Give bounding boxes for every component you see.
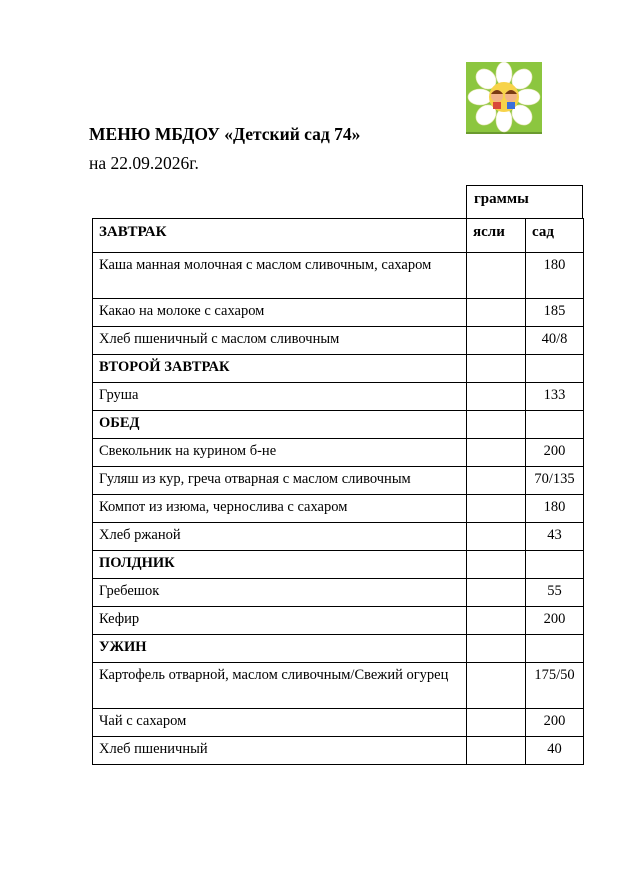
page-title: МЕНЮ МБДОУ «Детский сад 74»	[89, 124, 361, 144]
table-row	[93, 663, 584, 709]
nursery-amount	[467, 467, 526, 495]
garden-amount: 180	[526, 495, 584, 523]
nursery-amount	[467, 383, 526, 411]
garden-amount	[526, 355, 584, 383]
dish-name: Свекольник на курином б-не	[93, 439, 467, 467]
nursery-amount	[467, 635, 526, 663]
table-row	[93, 439, 584, 467]
dish-name: Каша манная молочная с маслом сливочным, сахаром	[93, 253, 467, 299]
nursery-amount	[467, 253, 526, 299]
garden-amount: 185	[526, 299, 584, 327]
table-row	[93, 709, 584, 737]
section-title: ПОЛДНИК	[93, 551, 467, 579]
section-title: ВТОРОЙ ЗАВТРАК	[93, 355, 467, 383]
section-row	[93, 551, 584, 579]
garden-amount	[526, 551, 584, 579]
grams-group-header: граммы	[466, 185, 583, 218]
nursery-amount	[467, 607, 526, 635]
table-row	[93, 467, 584, 495]
garden-amount: 200	[526, 709, 584, 737]
nursery-column-header: ясли	[467, 219, 526, 253]
table-row	[93, 383, 584, 411]
garden-amount: 43	[526, 523, 584, 551]
dish-name: Чай с сахаром	[93, 709, 467, 737]
section-row	[93, 355, 584, 383]
dish-name: Хлеб ржаной	[93, 523, 467, 551]
nursery-amount	[467, 709, 526, 737]
nursery-amount	[467, 327, 526, 355]
nursery-amount	[467, 495, 526, 523]
dish-name: Гребешок	[93, 579, 467, 607]
flower-children-logo-icon	[466, 62, 542, 136]
breakfast-header: ЗАВТРАК	[93, 219, 467, 253]
nursery-amount	[467, 663, 526, 709]
table-header-row	[93, 219, 584, 253]
nursery-amount	[467, 551, 526, 579]
nursery-amount	[467, 523, 526, 551]
garden-amount: 200	[526, 439, 584, 467]
table-row	[93, 495, 584, 523]
nursery-amount	[467, 439, 526, 467]
nursery-amount	[467, 299, 526, 327]
table-row	[93, 299, 584, 327]
dish-name: Груша	[93, 383, 467, 411]
nursery-amount	[467, 737, 526, 765]
section-row	[93, 635, 584, 663]
garden-amount: 175/50	[526, 663, 584, 709]
garden-amount: 55	[526, 579, 584, 607]
menu-table	[92, 218, 584, 765]
nursery-amount	[467, 411, 526, 439]
menu-table-body	[93, 219, 584, 765]
dish-name: Какао на молоке с сахаром	[93, 299, 467, 327]
section-title: ОБЕД	[93, 411, 467, 439]
garden-amount: 180	[526, 253, 584, 299]
dish-name: Кефир	[93, 607, 467, 635]
garden-amount: 40	[526, 737, 584, 765]
table-row	[93, 579, 584, 607]
garden-column-header: сад	[526, 219, 584, 253]
table-row	[93, 253, 584, 299]
dish-name: Гуляш из кур, греча отварная с маслом сливочным	[93, 467, 467, 495]
table-row	[93, 607, 584, 635]
nursery-amount	[467, 579, 526, 607]
dish-name: Хлеб пшеничный	[93, 737, 467, 765]
section-row	[93, 411, 584, 439]
garden-amount: 133	[526, 383, 584, 411]
dish-name: Хлеб пшеничный с маслом сливочным	[93, 327, 467, 355]
table-row	[93, 737, 584, 765]
menu-date: на 22.09.2026г.	[89, 153, 199, 173]
section-title: УЖИН	[93, 635, 467, 663]
dish-name: Картофель отварной, маслом сливочным/Свежий огурец	[93, 663, 467, 709]
garden-amount: 70/135	[526, 467, 584, 495]
nursery-amount	[467, 355, 526, 383]
garden-amount: 200	[526, 607, 584, 635]
garden-amount	[526, 411, 584, 439]
dish-name: Компот из изюма, чернослива с сахаром	[93, 495, 467, 523]
table-row	[93, 327, 584, 355]
table-row	[93, 523, 584, 551]
garden-amount	[526, 635, 584, 663]
garden-amount: 40/8	[526, 327, 584, 355]
